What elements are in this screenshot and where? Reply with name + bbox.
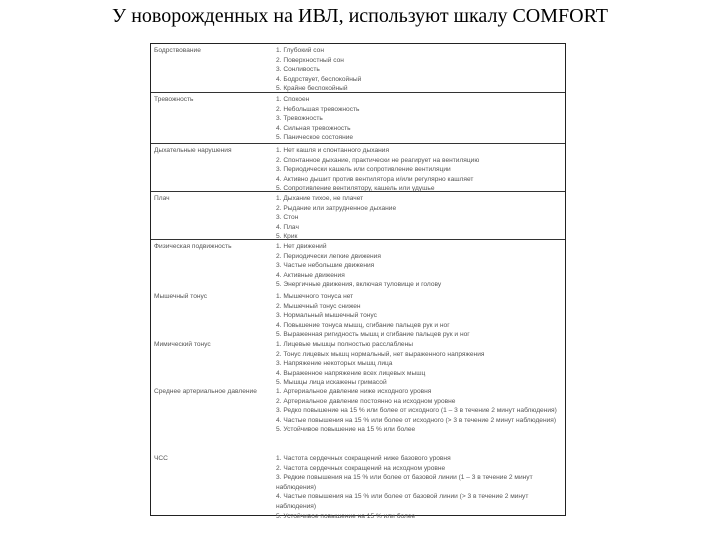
row-label: Тревожность: [154, 96, 194, 103]
row-options: [276, 292, 565, 338]
row-options: [276, 387, 565, 452]
option: 2. Мышечный тонус снижен: [276, 302, 361, 310]
row-label: Дыхательные нарушения: [154, 147, 232, 154]
option: 5. Устойчивое повышение на 15 % или более: [276, 512, 416, 520]
option: 1. Глубокий сон: [276, 47, 324, 54]
option: 3. Стон: [276, 214, 299, 222]
table-row-crying: [151, 192, 565, 240]
option: 2. Рыдание или затрудненное дыхание: [276, 204, 397, 212]
option: 1. Нет движений: [276, 243, 327, 250]
option: 1. Артериальное давление ниже исходного уровня: [276, 388, 432, 395]
comfort-scale-table: [150, 43, 566, 520]
option: 1. Нет кашля и спонтанного дыхания: [276, 147, 390, 154]
row-label: Мышечный тонус: [154, 293, 208, 300]
option: 4. Частые повышения на 15 % или более от исходного (> 3 в течение 2 минут наблюдения): [276, 416, 557, 424]
table-row-anxiety: [151, 93, 565, 144]
option: 4. Активно дышит против вентилятора и/или регулярно кашляет: [276, 175, 474, 183]
row-options: [276, 95, 565, 143]
option: 3. Редкие повышения на 15 % или более от базовой линии (1 – 3 в течение 2 минут наблюдения): [276, 474, 533, 491]
row-options: [276, 146, 565, 191]
table-row-alertness: [151, 44, 565, 93]
row-label: Бодрствование: [154, 47, 201, 54]
option: 3. Частые небольшие движения: [276, 262, 375, 270]
option: 3. Редко повышение на 15 % или более от исходного (1 – 3 в течение 2 минут наблюдения): [276, 407, 557, 415]
table-row-mean-arterial-pressure: [151, 385, 565, 452]
option: 1. Спокоен: [276, 96, 310, 103]
option: 5. Устойчивое повышение на 15 % или более: [276, 426, 416, 434]
option: 5. Крайне беспокойный: [276, 85, 348, 93]
option: 4. Частые повышения на 15 % или более от базовой линии (> 3 в течение 2 минут наблюдения): [276, 493, 529, 510]
option: 5. Крик: [276, 233, 298, 241]
row-options: [276, 242, 565, 290]
row-label: ЧСС: [154, 455, 168, 462]
row-options: [276, 46, 565, 92]
slide-title: У новорожденных на ИВЛ, используют шкалу COMFORT: [112, 5, 608, 27]
row-options: [276, 340, 565, 385]
option: 4. Сильная тревожность: [276, 124, 351, 132]
option: 2. Поверхностный сон: [276, 56, 344, 64]
table-row-heart-rate: [151, 452, 565, 520]
option: 4. Активные движения: [276, 271, 345, 279]
option: 1. Мышечного тонуса нет: [276, 293, 354, 300]
option: 3. Тревожность: [276, 115, 323, 123]
option: 4. Плач: [276, 223, 299, 231]
option: 3. Сонливость: [276, 66, 320, 74]
option: 4. Выраженное напряжение всех лицевых мышц: [276, 369, 426, 377]
row-label: Среднее артериальное давление: [154, 388, 257, 395]
row-options: [276, 194, 565, 239]
option: 2. Тонус лицевых мышц нормальный, нет выраженного напряжения: [276, 350, 485, 358]
option: 5. Сопротивление вентилятору, кашель или удушье: [276, 185, 435, 193]
option: 3. Напряжение некоторых мышц лица: [276, 360, 393, 368]
table-row-muscle-tone: [151, 290, 565, 338]
option: 4. Повышение тонуса мышц, сгибание пальцев рук и ног: [276, 321, 450, 329]
option: 2. Артериальное давление постоянно на исходном уровне: [276, 397, 456, 405]
option: 5. Мышцы лица искажены гримасой: [276, 379, 387, 387]
option: 5. Паническое состояние: [276, 134, 354, 142]
table-row-facial-tension: [151, 338, 565, 385]
option: 1. Дыхание тихое, не плачет: [276, 195, 364, 202]
row-label: Физическая подвижность: [154, 243, 232, 250]
option: 2. Частота сердечных сокращений на исходном уровне: [276, 464, 446, 472]
table-row-physical-movement: [151, 240, 565, 290]
option: 2. Спонтанное дыхание, практически не реагирует на вентиляцию: [276, 156, 480, 164]
table-row-respiratory: [151, 144, 565, 192]
option: 2. Небольшая тревожность: [276, 105, 360, 113]
option: 4. Бодрствует, беспокойный: [276, 75, 362, 83]
option: 5. Энергичные движения, включая туловище и голову: [276, 281, 442, 289]
row-options: [276, 454, 565, 520]
option: 3. Периодически кашель или сопротивление вентиляции: [276, 166, 451, 174]
option: 5. Выраженная ригидность мышц и сгибание пальцев рук и ног: [276, 331, 470, 339]
option: 1. Частота сердечных сокращений ниже базового уровня: [276, 455, 451, 462]
row-label: Мимический тонус: [154, 341, 211, 348]
option: 1. Лицевые мышцы полностью расслаблены: [276, 341, 413, 348]
option: 3. Нормальный мышечный тонус: [276, 312, 377, 320]
row-label: Плач: [154, 195, 170, 202]
option: 2. Периодически легкие движения: [276, 252, 381, 260]
